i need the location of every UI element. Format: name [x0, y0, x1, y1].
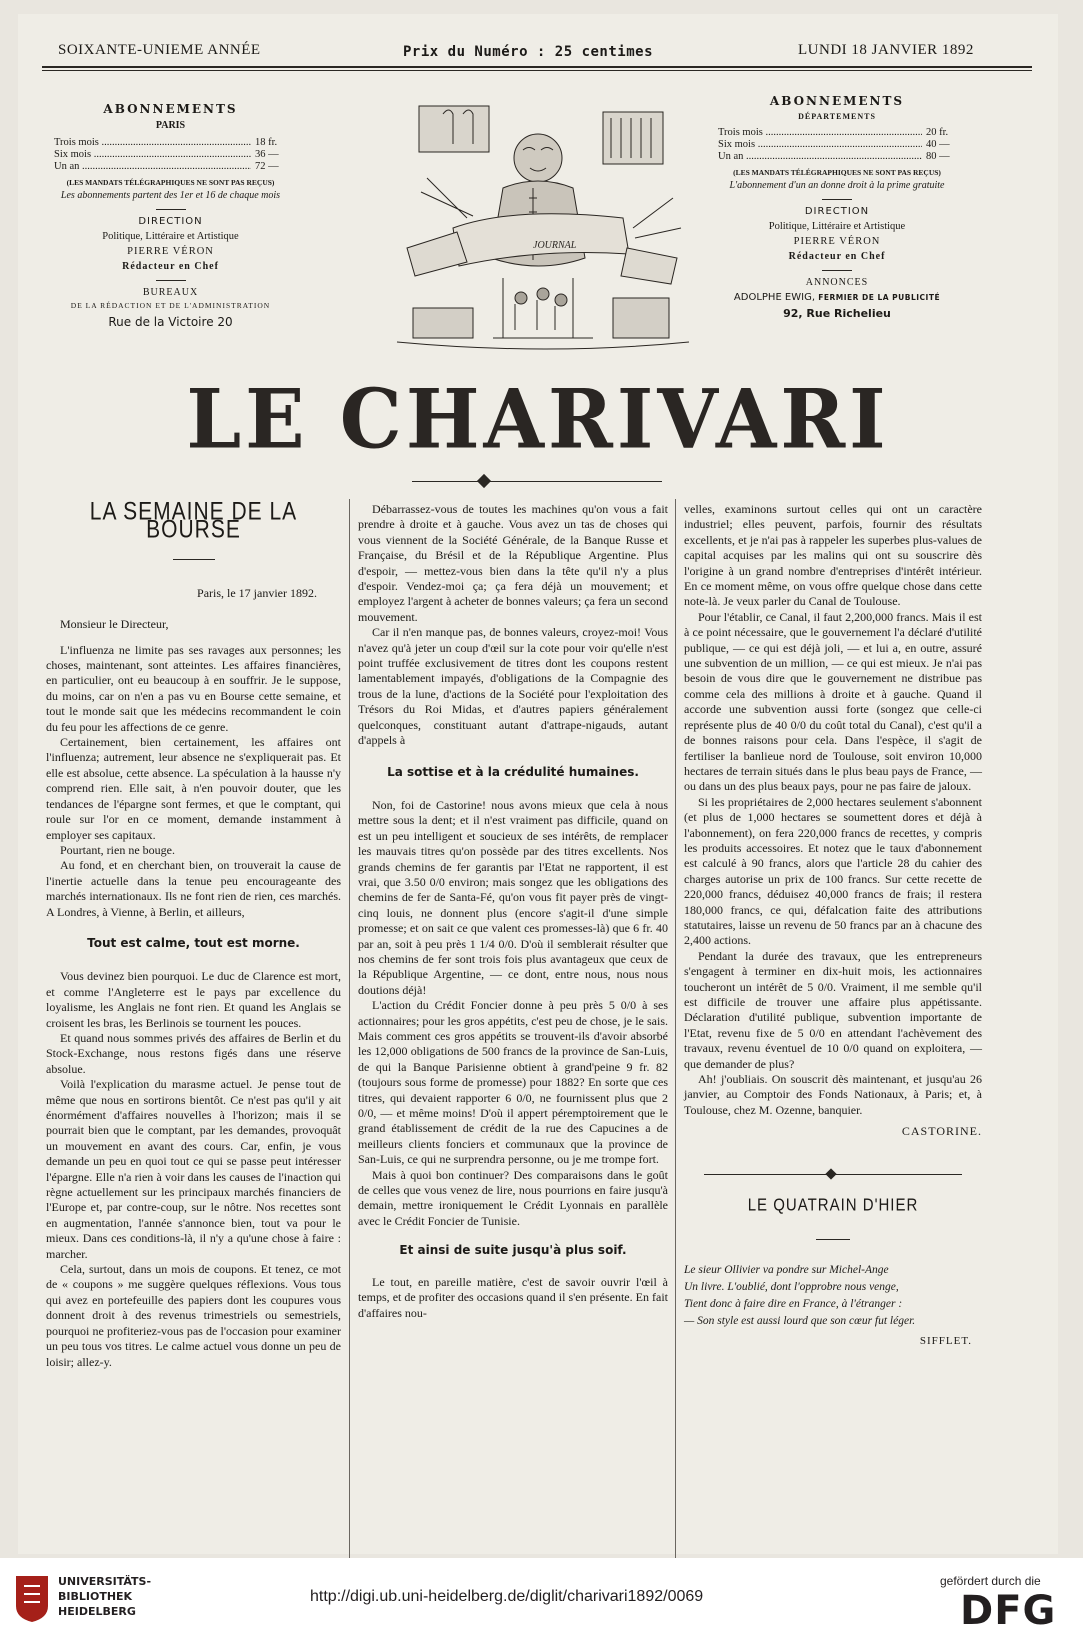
library-name: UNIVERSITÄTS- BIBLIOTHEK HEIDELBERG: [58, 1575, 152, 1618]
right-annonces-address: 92, Rue Richelieu: [783, 307, 891, 320]
left-director-role: Rédacteur en Chef: [122, 261, 219, 272]
article-paragraph: Pourtant, rien ne bouge.: [60, 842, 175, 857]
article-column-1: [46, 498, 341, 1370]
article-salutation: Monsieur le Directeur,: [60, 617, 169, 632]
diamond-ornament: [825, 1168, 836, 1179]
right-price-row: Un an ..... 80 —: [718, 151, 956, 163]
university-seal-icon: [12, 1572, 52, 1624]
article-paragraph: Vous devinez bien pourquoi. Le duc de Clarence est mort, et comme l'Angleterre est le pays par excellence du loyalisme, les Anglais ne font rien. Et quand les Anglais se croisent les bras, les Berlinois se tournent les pouces.: [46, 969, 341, 1030]
left-abonnements-heading: ABONNEMENTS: [103, 102, 238, 116]
right-region: DÉPARTEMENTS: [798, 112, 876, 121]
article-dateline: Paris, le 17 janvier 1892.: [197, 585, 317, 600]
left-price-row: Un an ..... 72 —: [54, 161, 285, 173]
right-abonnements-heading: ABONNEMENTS: [769, 94, 905, 108]
right-note-italic: L'abonnement d'un an donne droit à la prime gratuite: [729, 180, 945, 191]
right-direction-desc: Politique, Littéraire et Artistique: [768, 221, 906, 232]
funded-by-text: gefördert durch die: [940, 1574, 1041, 1588]
left-address: Rue de la Victoire 20: [108, 315, 233, 329]
left-direction-heading: DIRECTION: [138, 216, 203, 227]
quatrain-divider: [684, 1160, 982, 1190]
masthead-year: SOIXANTE-UNIEME ANNÉE: [58, 42, 261, 58]
masthead-rule-bottom: [42, 70, 1032, 71]
article-paragraph: Pendant la durée des travaux, que les entrepreneurs s'engagent à terminer en dix-huit mois, les actionnaires toucheront un intérêt de 5 0/0. Vraiment, il me semble qu'il est difficile de trouver une affaire plus appétissante. Déclaration d'utilité publique, subvention importante de l'Etat, revenu fixe de 5 0/0 en attendant l'achèvement des travaux, revenu éventuel de 10 0/0 quand on exploitera, — que demander de plus?: [684, 948, 982, 1071]
quatrain-line: Un livre. L'oublié, dont l'opprobre nous venge,: [684, 1281, 899, 1294]
article-paragraph: Au fond, et en cherchant bien, on trouverait la cause de l'inertie actuelle dans la tenue peu encourageante des marchés internationaux. Ils ne font rien de rien, ces marchés. A Londres, à Vienne, à Berlin, et ailleurs,: [46, 858, 341, 919]
article-paragraph: Non, foi de Castorine! nous avons mieux que cela à nous mettre sous la dent; et il n'est vraiment pas difficile, quand on est un peu intelligent et soucieux de ses intérêts, de remplacer les mauvais titres qu'on possède par des titres excellents. Nos grands chemins de fer garantis par l'Etat ne rapportent, il est vrai, que 3.50 0/0 environ; mais songez que les obligations des chemins de fer de Santa-Fé, qu'on vous fit payer près de vingt-cinq louis, ne donnent plus (encore s'agit-il d'une simple promesse; et on sait ce que valent ces promesses-là) que 6 fr. 40 par an, soit à peu près 1 1/4 0/0. D'où il semblerait résulter que nos chemins de fer sont trois fois plus avantageux que ceux de la République Argentine, — ce dont, entre nous, nous nous doutions déjà!: [358, 797, 668, 997]
right-price-row: Six mois ..... 40 —: [718, 139, 956, 151]
article-heading: LA SEMAINE DE LA BOURSE: [89, 498, 298, 545]
article-paragraph: Mais à quoi bon continuer? Des comparaisons dans le goût de celles que vous venez de lire, nous pourrions en faire jusqu'à demain, mettre ironiquement le Crédit Lyonnais en parallèle avec le Crédit Foncier de Tunisie.: [358, 1167, 668, 1228]
left-bureaux-desc: DE LA RÉDACTION ET DE L'ADMINISTRATION: [70, 301, 271, 310]
left-note: (LES MANDATS TÉLÉGRAPHIQUES NE SONT PAS REÇUS): [66, 178, 275, 187]
article-paragraph: Le tout, en pareille matière, c'est de savoir ouvrir l'œil à temps, et de profiter des occasions quand il s'en présente. En fait d'affaires nou-: [358, 1274, 668, 1320]
article-paragraph: Cela, surtout, dans un mois de coupons. Et tenez, ce mot de « coupons » me suggère quelques réflexions. Vous tous qui avez en portefeuille des papiers dont les coupures vous donnent droit à des revenus trimestriels ou semestriels, pourquoi ne profiteriez-vous pas de l'occasion pour examiner un peu tous vos titres. Le calme actuel vous donne un peu de loisir; allez-y.: [46, 1262, 341, 1369]
article-column-3: [684, 502, 982, 1349]
right-annonces-role: FERMIER DE LA PUBLICITÉ: [818, 293, 941, 302]
left-note-italic: Les abonnements partent des 1er et 16 de chaque mois: [60, 190, 281, 201]
right-director: PIERRE VÉRON: [793, 236, 881, 247]
diamond-ornament: [477, 474, 491, 488]
article-subheading: Et ainsi de suite jusqu'à plus soif.: [399, 1243, 627, 1258]
article-paragraph: Certainement, bien certainement, les affaires ont l'influenza; autrement, leur absence ne s'expliquerait pas. Et elle est absolue, cette absence. La spéculation à la hausse n'y comprend rien. Elle sait, à n'en pouvoir douter, que les tendances de l'épargne sont fermes, et que le comptant, qui roule sur l'or en ce moment, demande instamment à employer ses capitaux.: [46, 735, 341, 842]
right-annonces-name: ADOLPHE EWIG,: [733, 292, 816, 303]
right-note: (LES MANDATS TÉLÉGRAPHIQUES NE SONT PAS REÇUS): [733, 168, 941, 177]
right-price-row: Trois mois ..... 20 fr.: [718, 127, 956, 139]
article-column-2: [358, 502, 668, 1321]
digitization-footer: [0, 1558, 1083, 1644]
newspaper-title: LE CHARIVARI: [186, 371, 890, 468]
article-paragraph: velles, examinons surtout celles qui ont un caractère industriel; elles peuvent, parfois, fournir des résultats excellents, et je n'ai pas à rappeler les superbes plus-values de capital acquises par les malins qui ont su souscrire dès l'origine à un grand nombre d'entreprises d'intérêt intérieur. En ce moment même, on vous offre quelque chose dans cette note-là. Je veux parler du Canal de Toulouse.: [684, 502, 982, 609]
article-paragraph: L'influenza ne limite pas ses ravages aux personnes; les choses, maintenant, sont atteintes. Les affaires financières, en particulier, ont eu beaucoup à en souffrir. Je le suppose, du moins, car on n'en a pas vu en Bourse cette semaine, et tout le monde sait que les médecins recommandent le coin du feu pour les affections de ce genre.: [46, 642, 341, 734]
newspaper-sheet: [18, 14, 1058, 1554]
column-rule-1: [349, 499, 350, 1559]
right-subscription-box: [708, 94, 966, 320]
quatrain-heading: LE QUATRAIN D'HIER: [747, 1195, 919, 1215]
masthead-date: LUNDI 18 JANVIER 1892: [798, 42, 974, 58]
right-director-role: Rédacteur en Chef: [788, 251, 886, 262]
left-direction-desc: Politique, Littéraire et Artistique: [102, 231, 239, 242]
right-direction-heading: DIRECTION: [804, 206, 870, 217]
article-paragraph: Et quand nous sommes privés des affaires de Berlin et du Stock-Exchange, nous restons figés dans une réserve absolue.: [46, 1030, 341, 1076]
masthead-price: Prix du Numéro : 25 centimes: [403, 44, 654, 60]
article-paragraph: Car il n'en manque pas, de bonnes valeurs, croyez-moi! Vous n'avez qu'à jeter un coup d'œil sur la cote pour voir qu'elle n'est point truffée exclusivement de titres dont les coupons restent lamentablement impayés, d'obligations de la Compagnie des trous de la lune, d'actions de la Société pour l'exploitation des Trésors du Roi Midas, et d'autres papiers généralement quelconques, constituant autant d'attrape-nigauds, autant d'appels à: [358, 625, 668, 748]
right-annonces-line: [708, 292, 966, 303]
quatrain-lines: [684, 1262, 982, 1330]
quatrain-signature: SIFFLET.: [919, 1335, 972, 1348]
article-paragraph: Débarrassez-vous de toutes les machines qu'on vous a fait prendre à droite et à gauche. Vous avez un tas de choses qui vous viennent de la Société Générale, de la Banque Russe et Française, du Brésil et de la République Argentine. Plus d'espoir, — mettez-vous bien dans la tête qu'il n'y a plus d'espoir. Vendez-moi ça; ça fera déjà un mouvement; et employez l'argent à acheter de bonnes valeurs; ça fera un second mouvement.: [358, 502, 668, 624]
left-region: PARIS: [155, 120, 186, 131]
article-subheading: Tout est calme, tout est morne.: [87, 935, 300, 950]
article-paragraph: Voilà l'explication du marasme actuel. Je pense tout de même que nous en sortirons bientôt. Ce n'est pas qu'il y ait énormément d'affaires nouvelles à l'horizon; mais il se pourrait bien que le comptant, par les demandes, provoquât un mouvement en avant des cours. Car, enfin, je vous demande un peu en quoi tout ce qui se passe peut intéresser l'épargne. Elle n'a rien à voir dans les causes de l'inaction qui règne actuellement sur les principaux marchés financiers de l'Europe et, par contre-coup, sur le nôtre. Nos recettes sont en augmentation, l'année s'annonce bien, tout va pour le mieux. Dans ces conditions-là, il n'y a qu'une chose à faire : marcher.: [46, 1077, 341, 1261]
article-paragraph: Pour l'établir, ce Canal, il faut 2,200,000 francs. Mais il est à ce point nécessaire, que le gouvernement l'a déclaré d'utilité publique, — ce qui est déjà joli, — et lui a, en outre, assuré une subvention de un million, — ce qui est mieux. Je n'ai pas besoin de vous dire que le gouvernement ne distribue pas comme cela des millions à droite et à gauche. Quand il accorde une subvention aussi forte (songez que celle-ci représente plus de 40 0/0 du coût total du Canal), c'est qu'il a de bonnes raisons pour cela. Dans l'espèce, il s'agit de fertiliser la banlieue nord de Toulouse, soit environ 10,000 hectares de terrain situés dans le plus beau pays de France, — ou dans un des plus beaux pays, pour ne pas faire de jaloux.: [684, 609, 982, 794]
article-paragraph: Si les propriétaires de 2,000 hectares seulement s'abonnent (et plus de 1,000 hectares se soumettent dores et déjà à l'abonnement), on fera 220,000 francs de recettes, y compris les produits accessoires. Et notez que le taux d'abonnement est calculé à 90 francs, alors que l'article 28 du cahier des charges autorise un prix de 100 francs. Sur cette recette de 220,000 francs, déduisez 40,000 francs de frais; il restera 180,000 francs, ce qui, défalcation faite des attributions statutaires, laisse un revenu de 50 francs par an à chacune des 2,400 actions.: [684, 794, 982, 948]
article-paragraph: L'action du Crédit Foncier donne à peu près 5 0/0 à ses actionnaires; pour les gros appétits, c'est peu de chose, je le sais. Mais comment ces gros appétits se trouvent-ils d'avoir absorbé les 12,000 obligations de 500 francs de la province de San-Luis, de qui la Banque Parisienne obtient à grand'peine 9 fr. 82 (toujours sous forme de promesse) pour 1882? En sorte que ces titres, qui devaient rapporter 6 0/0, ne fournissent plus que 2 0/0, — et même moins! D'où il appert péremptoirement que le grand établissement de crédit de la rue des Capucines a de meilleurs clients fonciers et communaux que la province de San-Luis, ce qui ne surprendra personne, ou je me trompe fort.: [358, 998, 668, 1167]
left-price-list: [54, 137, 285, 173]
quatrain-line: Le sieur Ollivier va pondre sur Michel-Ange: [684, 1264, 889, 1277]
left-subscription-box: [48, 102, 293, 329]
title-rule-left: [412, 481, 662, 482]
article-subheading: La sottise et à la crédulité humaines.: [387, 764, 639, 779]
dfg-logo: DFG: [960, 1588, 1057, 1634]
right-price-list: [718, 127, 956, 163]
source-url-link[interactable]: http://digi.ub.uni-heidelberg.de/diglit/charivari1892/0069: [310, 1588, 704, 1605]
masthead-illustration: [383, 98, 703, 356]
left-bureaux-heading: BUREAUX: [142, 287, 199, 298]
masthead-rule-top: [42, 66, 1032, 68]
left-price-row: Trois mois ..... 18 fr.: [54, 137, 285, 149]
column-rule-2: [675, 499, 676, 1559]
right-annonces-heading: ANNONCES: [805, 277, 869, 288]
illustration-banner-text: JOURNAL: [533, 240, 577, 251]
left-price-row: Six mois ..... 36 —: [54, 149, 285, 161]
quatrain-line: — Son style est aussi lourd que son cœur fut léger.: [684, 1315, 916, 1328]
article-paragraph: Ah! j'oubliais. On souscrit dès maintenant, et jusqu'au 26 janvier, au Comptoir des Fonds Nationaux, à Paris; et, à Toulouse, chez M. Ozenne, banquier.: [684, 1072, 982, 1117]
quatrain-line: Tient donc à faire dire en France, à l'étranger :: [684, 1298, 903, 1311]
caricature-illustration: [383, 98, 703, 356]
article-signature: CASTORINE.: [901, 1124, 982, 1139]
left-director: PIERRE VÉRON: [127, 246, 214, 257]
